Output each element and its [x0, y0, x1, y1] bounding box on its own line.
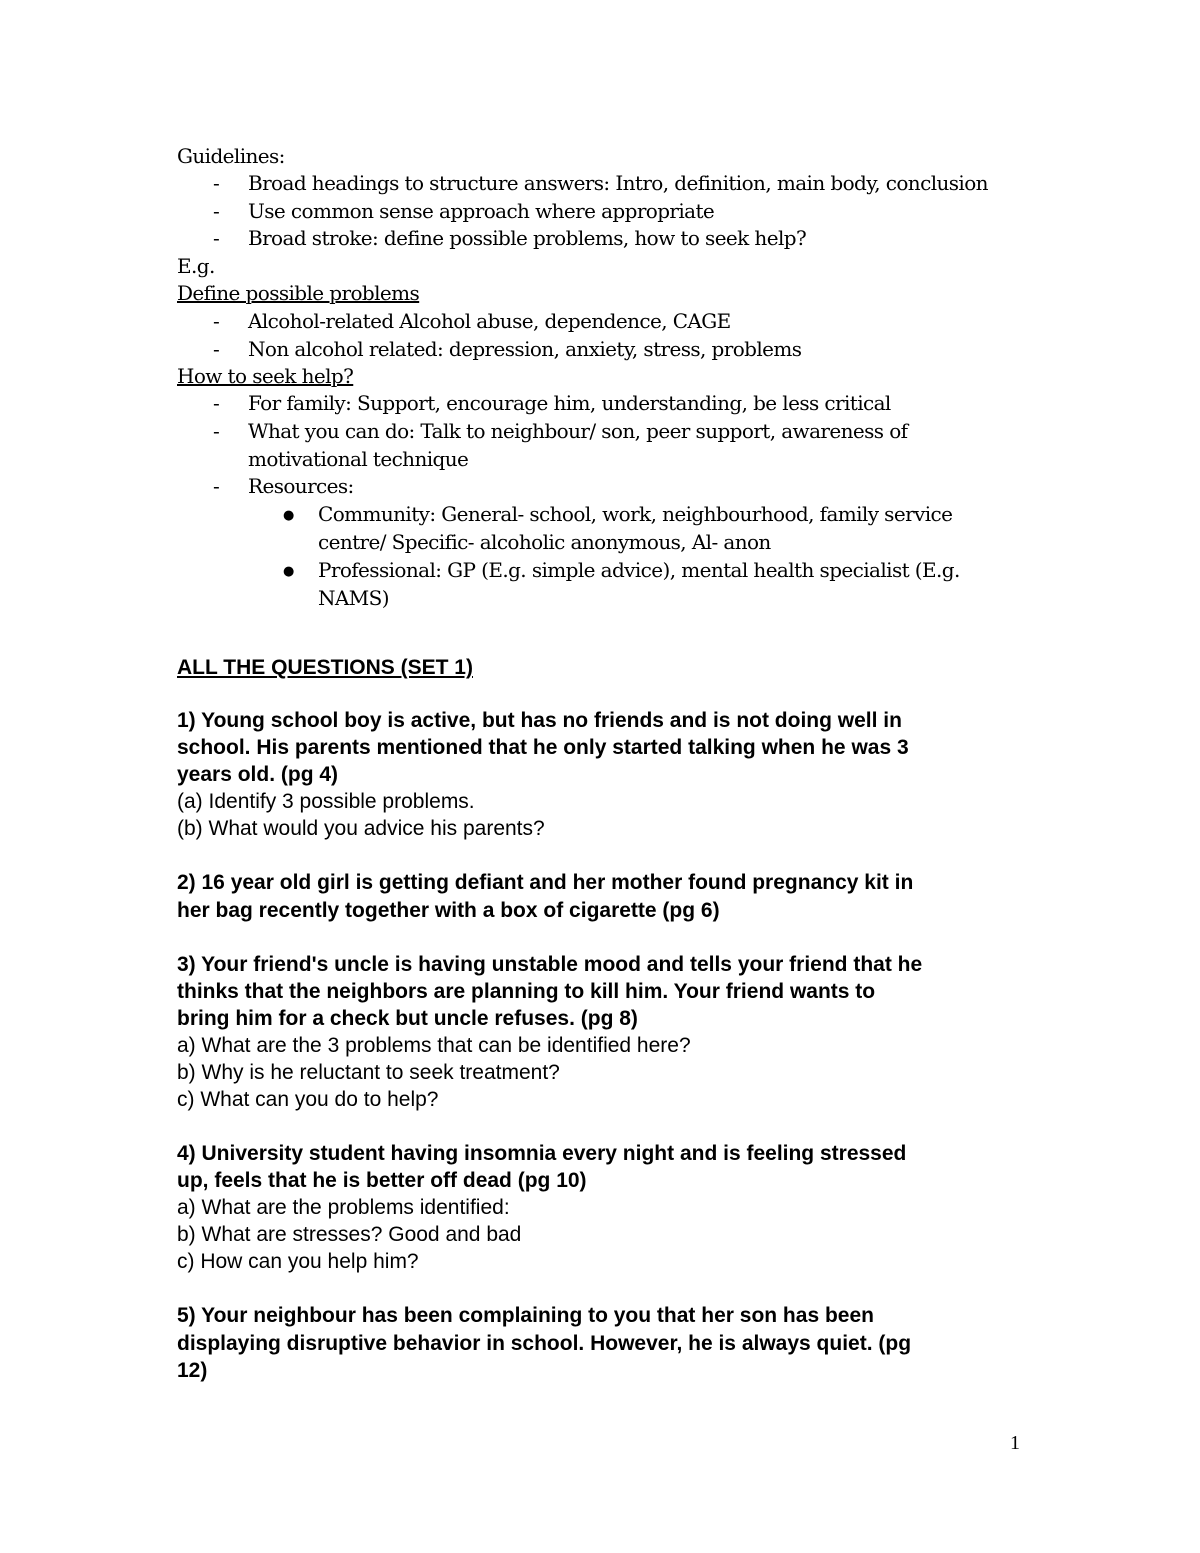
list-dash: - — [213, 474, 220, 498]
bullet-icon: ● — [283, 508, 295, 523]
question-2-text: her bag recently together with a box of cigarette (pg 6) — [177, 899, 720, 922]
guidelines-heading: Guidelines: — [177, 144, 285, 168]
question-4-subquestion: c) How can you help him? — [177, 1250, 419, 1273]
question-3-subquestion: c) What can you do to help? — [177, 1088, 439, 1111]
question-3-text: 3) Your friend's uncle is having unstable mood and tells your friend that he — [177, 953, 923, 976]
help-item: What you can do: Talk to neighbour/ son, peer support, awareness of — [248, 419, 908, 443]
question-1-text: 1) Young school boy is active, but has no friends and is not doing well in — [177, 709, 902, 732]
list-dash: - — [213, 309, 220, 333]
list-dash: - — [213, 226, 220, 250]
example-label: E.g. — [177, 254, 215, 278]
page-number: 1 — [1010, 1432, 1020, 1454]
list-dash: - — [213, 419, 220, 443]
question-3-text: thinks that the neighbors are planning to kill him. Your friend wants to — [177, 980, 876, 1003]
questions-heading: ALL THE QUESTIONS (SET 1) — [177, 656, 473, 679]
list-dash: - — [213, 199, 220, 223]
list-dash: - — [213, 171, 220, 195]
question-4-text: up, feels that he is better off dead (pg 10) — [177, 1169, 587, 1192]
question-1-subquestion: (b) What would you advice his parents? — [177, 817, 545, 840]
question-4-text: 4) University student having insomnia every night and is feeling stressed — [177, 1142, 907, 1165]
question-3-text: bring him for a check but uncle refuses. (pg 8) — [177, 1007, 638, 1030]
help-item: For family: Support, encourage him, understanding, be less critical — [248, 391, 891, 415]
guideline-item: Broad stroke: define possible problems, how to seek help? — [248, 226, 807, 250]
resource-item: Professional: GP (E.g. simple advice), mental health specialist (E.g. — [318, 558, 960, 582]
question-3-subquestion: b) Why is he reluctant to seek treatment? — [177, 1061, 560, 1084]
bullet-icon: ● — [283, 564, 295, 579]
question-1-text: years old. (pg 4) — [177, 763, 339, 786]
list-dash: - — [213, 337, 220, 361]
resource-item: Community: General- school, work, neighbourhood, family service — [318, 502, 953, 526]
question-1-subquestion: (a) Identify 3 possible problems. — [177, 790, 475, 813]
question-1-text: school. His parents mentioned that he only started talking when he was 3 — [177, 736, 909, 759]
question-4-subquestion: a) What are the problems identified: — [177, 1196, 510, 1219]
guideline-item: Broad headings to structure answers: Intro, definition, main body, conclusion — [248, 171, 988, 195]
define-item: Non alcohol related: depression, anxiety, stress, problems — [248, 337, 802, 361]
resource-item-continued: NAMS) — [318, 586, 389, 610]
question-3-subquestion: a) What are the 3 problems that can be identified here? — [177, 1034, 691, 1057]
question-5-text: 12) — [177, 1359, 208, 1382]
define-problems-heading: Define possible problems — [177, 281, 420, 305]
question-4-subquestion: b) What are stresses? Good and bad — [177, 1223, 522, 1246]
question-5-text: 5) Your neighbour has been complaining to you that her son has been — [177, 1304, 874, 1327]
help-item-continued: motivational technique — [248, 447, 469, 471]
guideline-item: Use common sense approach where appropriate — [248, 199, 715, 223]
resource-item-continued: centre/ Specific- alcoholic anonymous, Al- anon — [318, 530, 771, 554]
help-item: Resources: — [248, 474, 354, 498]
question-2-text: 2) 16 year old girl is getting defiant and her mother found pregnancy kit in — [177, 871, 914, 894]
question-5-text: displaying disruptive behavior in school. However, he is always quiet. (pg — [177, 1332, 912, 1355]
seek-help-heading: How to seek help? — [177, 364, 354, 388]
define-item: Alcohol-related Alcohol abuse, dependence, CAGE — [248, 309, 731, 333]
list-dash: - — [213, 391, 220, 415]
